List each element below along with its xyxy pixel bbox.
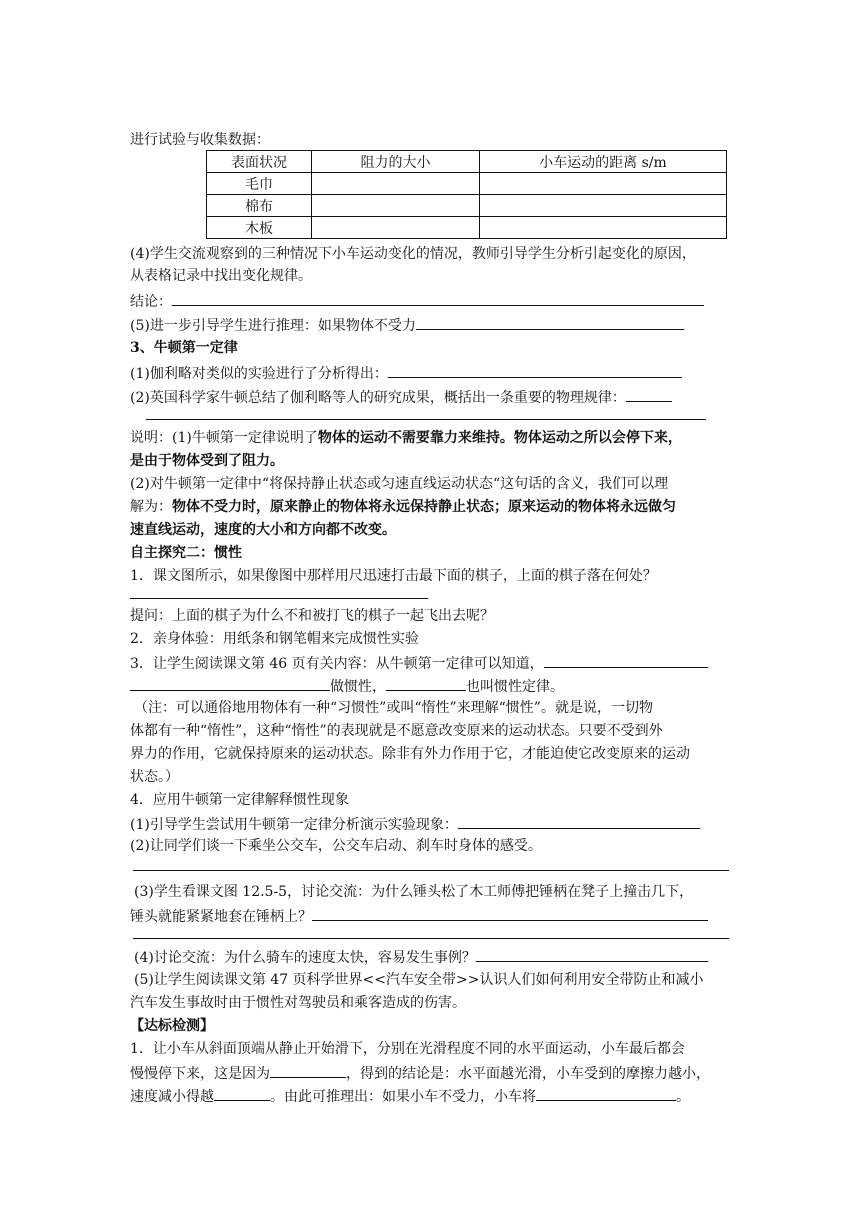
check-item1-line1: 1．让小车从斜面顶端从静止开始滑下，分别在光滑程度不同的水平面运动，小车最后都会 (130, 1041, 685, 1057)
header-surface: 表面状况 (207, 151, 312, 173)
table-row (207, 195, 727, 217)
cell-resistance (312, 173, 480, 195)
inquiry2-item1-blank (130, 598, 428, 599)
question-text: 提问：上面的棋子为什么不和被打飞的棋子一起飞出去呢？ (130, 608, 494, 624)
conclusion-line (130, 290, 704, 312)
step5-line (130, 314, 684, 336)
item4-sub4-blank (476, 946, 708, 962)
check-text-e: 。 (676, 1089, 690, 1105)
inertia-blank-2 (386, 675, 466, 691)
item4-sub4-text: (4)讨论交流：为什么骑车的速度太快，容易发生事例？ (134, 950, 476, 966)
intro-text: 进行试验与收集数据： (130, 132, 270, 148)
item4-sub3-blank-line (133, 938, 729, 939)
item4-sub5-line2: 汽车发生事故时由于惯性对驾驶员和乘客造成的伤害。 (130, 995, 466, 1011)
header-distance: 小车运动的距离 s/m (480, 151, 727, 173)
inquiry2-item2: 2．亲身体验：用纸条和钢笔帽来完成惯性实验 (130, 631, 419, 647)
inquiry2-item3-cont (130, 675, 564, 697)
inertia-text-1: 做惯性， (330, 679, 386, 695)
inquiry2-item1: 1．课文图所示，如果像图中那样用尺迅速打击最下面的棋子，上面的棋子落在何处？ (130, 568, 657, 584)
cell-surface: 木板 (207, 217, 312, 239)
cell-distance (480, 217, 727, 239)
aside-line1: （注：可以通俗地用物体有一种“习惯性”或叫“惰性”来理解“惯性”。就是说，一切物 (134, 700, 653, 716)
inertia-blank-1 (130, 675, 330, 691)
item4-sub1-text: (1)引导学生尝试用牛顿第一定律分析演示实验现象： (130, 817, 458, 833)
inquiry2-item4: 4．应用牛顿第一定律解释惯性现象 (130, 792, 349, 808)
note1-line1 (130, 428, 682, 448)
aside-line4: 状态。） (130, 769, 179, 785)
table-header-row (207, 151, 727, 173)
inquiry2-item3 (130, 652, 708, 674)
note1-line2: 是由于物体受到了阻力。 (130, 453, 284, 469)
step5-text: (5)进一步引导学生进行推理：如果物体不受力 (130, 318, 416, 334)
note2-line3: 速直线运动，速度的大小和方向都不改变。 (130, 522, 396, 538)
section3-item2-blank-line (146, 419, 706, 420)
inquiry2-item3-blank (544, 652, 708, 668)
check-text-a: 慢慢停下来，这是因为 (130, 1066, 270, 1082)
section3-title: 3、牛顿第一定律 (130, 340, 238, 356)
item4-sub5-line1: (5)让学生阅读课文第 47 页科学世界<<汽车安全带>>认识人们如何利用安全带防止和减小 (134, 972, 704, 988)
item4-sub4 (134, 946, 708, 968)
check-text-c: 速度减小得越 (130, 1089, 214, 1105)
check-text-d: 。由此可推理出：如果小车不受力，小车将 (270, 1089, 536, 1105)
check-item1-line3 (130, 1085, 690, 1107)
section3-item1 (130, 362, 682, 384)
check-text-b: ，得到的结论是：水平面越光滑，小车受到的摩擦力越小， (346, 1066, 710, 1082)
inquiry2-title: 自主探究二：惯性 (130, 545, 242, 561)
data-table (206, 150, 727, 239)
conclusion-label: 结论： (130, 294, 172, 310)
note2-text: 解为： (130, 499, 172, 515)
item4-sub3-text: 锤头就能紧紧地套在锤柄上？ (130, 909, 312, 925)
item4-sub3-blank (312, 905, 708, 921)
table-row (207, 173, 727, 195)
note2-emphasis: 物体不受力时，原来静止的物体将永远保持静止状态；原来运动的物体将永远做匀 (172, 499, 676, 515)
item4-sub3-line1: (3)学生看课文图 12.5-5，讨论交流：为什么锤头松了木工师傅把锤柄在凳子上撞击几下， (134, 884, 694, 900)
table-row (207, 217, 727, 239)
check-blank-1 (270, 1062, 346, 1078)
item4-sub1-blank (458, 813, 700, 829)
cell-surface: 毛巾 (207, 173, 312, 195)
step4-line1: (4)学生交流观察到的三种情况下小车运动变化的情况，教师引导学生分析引起变化的原因， (130, 246, 696, 262)
section3-item2-blank (626, 386, 672, 402)
step4-line2: 从表格记录中找出变化规律。 (130, 268, 312, 284)
check-blank-2 (214, 1085, 270, 1101)
section3-item1-blank (388, 362, 682, 378)
cell-surface: 棉布 (207, 195, 312, 217)
note2-line1: (2)对牛顿第一定律中“将保持静止状态或匀速直线运动状态“这句话的含义，我们可以理 (130, 476, 669, 492)
cell-distance (480, 195, 727, 217)
section3-item1-text: (1)伽利略对类似的实验进行了分析得出： (130, 366, 388, 382)
aside-line2: 体都有一种“惰性”，这种“惰性”的表现就是不愿意改变原来的运动状态。只要不受到外 (130, 723, 663, 739)
check-title: 【达标检测】 (130, 1018, 214, 1034)
section3-item2 (130, 386, 672, 408)
cell-distance (480, 173, 727, 195)
inertia-text-2: 也叫惯性定律。 (466, 679, 564, 695)
cell-resistance (312, 217, 480, 239)
check-item1-line2 (130, 1062, 710, 1084)
check-blank-3 (536, 1085, 676, 1101)
note1-text: 说明：(1)牛顿第一定律说明了 (130, 430, 318, 446)
item4-sub2-blank-line (133, 870, 729, 871)
item4-sub3-line2 (130, 905, 708, 927)
inquiry2-item3-text: 3．让学生阅读课文第 46 页有关内容：从牛顿第一定律可以知道， (130, 656, 544, 672)
step5-blank (416, 314, 684, 330)
aside-line3: 界力的作用，它就保持原来的运动状态。除非有外力作用于它，才能迫使它改变原来的运动 (130, 746, 690, 762)
item4-sub2: (2)让同学们谈一下乘坐公交车，公交车启动、刹车时身体的感受。 (130, 838, 542, 854)
item4-sub1 (130, 813, 700, 835)
conclusion-blank (172, 290, 704, 306)
header-resistance: 阻力的大小 (312, 151, 480, 173)
note2-line2 (130, 497, 676, 517)
note1-emphasis: 物体的运动不需要靠力来维持。物体运动之所以会停下来， (317, 430, 682, 446)
cell-resistance (312, 195, 480, 217)
section3-item2-text: (2)英国科学家牛顿总结了伽利略等人的研究成果，概括出一条重要的物理规律： (130, 390, 626, 406)
